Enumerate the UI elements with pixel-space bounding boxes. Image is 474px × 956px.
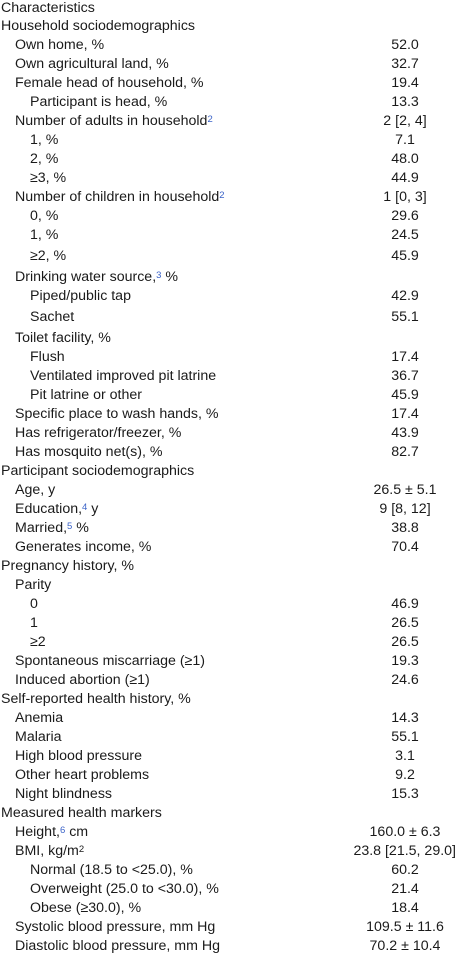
row-label-suffix: cm	[65, 824, 89, 840]
row-label	[0, 268, 354, 287]
row-label	[0, 652, 354, 671]
section-heading-row	[0, 462, 474, 481]
row-value: 24.6	[391, 672, 419, 688]
row-label-text: Number of adults in household	[15, 113, 208, 129]
row-label	[0, 386, 354, 405]
row-value: 26.5 ± 5.1	[373, 482, 437, 498]
row-value: 2 [2, 4]	[383, 113, 427, 129]
row-value: 15.3	[391, 786, 419, 802]
row-label-text: Toilet facility, %	[15, 330, 111, 346]
row-label	[0, 576, 354, 595]
row-label-text: Household sociodemographics	[1, 18, 196, 34]
row-label	[0, 424, 354, 443]
table-row	[0, 245, 474, 268]
row-label	[0, 785, 354, 804]
row-label	[0, 918, 354, 937]
row-value: 55.1	[391, 309, 419, 325]
row-label	[0, 519, 354, 538]
row-label	[0, 728, 354, 747]
row-label-text: Own agricultural land, %	[15, 56, 169, 72]
table-row	[0, 131, 474, 150]
table-row	[0, 899, 474, 918]
table-row	[0, 671, 474, 690]
row-label-text: Drinking water source,	[15, 269, 157, 285]
row-label-suffix: %	[161, 269, 179, 285]
row-label	[0, 0, 354, 17]
row-value: 3.1	[395, 748, 415, 764]
footnote-ref-link[interactable]: 2	[219, 190, 225, 201]
superscript: 2	[78, 844, 85, 855]
row-value: 9 [8, 12]	[379, 501, 431, 517]
section-heading-row	[0, 690, 474, 709]
row-value: 48.0	[391, 151, 419, 167]
row-value: 19.4	[391, 75, 419, 91]
row-label-text: High blood pressure	[15, 748, 142, 764]
row-value: 17.4	[391, 406, 419, 422]
row-label-text: Malaria	[15, 729, 62, 745]
table-row	[0, 481, 474, 500]
row-label-text: Spontaneous miscarriage (≥1)	[15, 653, 205, 669]
row-label	[0, 709, 354, 728]
row-value: 21.4	[391, 881, 419, 897]
row-label	[0, 899, 354, 918]
row-label	[0, 747, 354, 766]
row-label	[0, 538, 354, 557]
table-row	[0, 880, 474, 899]
footnote-ref-link[interactable]: 3	[156, 270, 162, 281]
row-value: 109.5 ± 11.6	[366, 919, 444, 935]
row-label	[0, 287, 354, 306]
row-label	[0, 226, 354, 245]
row-value: 43.9	[391, 425, 419, 441]
row-label	[0, 17, 354, 36]
row-label	[0, 481, 354, 500]
table-row	[0, 823, 474, 842]
row-label	[0, 245, 354, 268]
row-label	[0, 804, 354, 823]
table-row	[0, 55, 474, 74]
row-value: 24.5	[391, 227, 419, 243]
table-row	[0, 329, 474, 348]
row-label-text: 1	[30, 615, 38, 631]
table-row	[0, 348, 474, 367]
row-value: 36.7	[391, 368, 419, 384]
row-label	[0, 500, 354, 519]
row-label	[0, 169, 354, 188]
row-label-text: Own home, %	[15, 37, 105, 53]
row-label	[0, 367, 354, 386]
row-label	[0, 150, 354, 169]
row-label	[0, 74, 354, 93]
table-row	[0, 207, 474, 226]
row-label-text: Participant is head, %	[30, 94, 168, 110]
row-label	[0, 462, 354, 481]
row-value: 70.4	[391, 539, 419, 555]
row-label-text: Self-reported health history, %	[1, 691, 191, 707]
row-label-text: Pregnancy history, %	[1, 558, 134, 574]
row-value: 82.7	[391, 444, 419, 460]
row-label	[0, 131, 354, 150]
table-row	[0, 576, 474, 595]
row-value: 29.6	[391, 208, 419, 224]
table-row	[0, 766, 474, 785]
row-label-text: Pit latrine or other	[30, 387, 142, 403]
table-row	[0, 226, 474, 245]
table-row	[0, 386, 474, 405]
row-label	[0, 842, 353, 861]
row-label-text: Married,	[15, 520, 68, 536]
row-label	[0, 306, 354, 329]
row-label-text: 0, %	[30, 208, 59, 224]
row-label-text: Education,	[15, 501, 83, 517]
table-row	[0, 169, 474, 188]
row-label-text: Characteristics	[1, 0, 95, 16]
row-label-suffix: %	[72, 520, 89, 536]
row-label-suffix: y	[87, 501, 99, 517]
row-value: 18.4	[391, 900, 419, 916]
row-value: 160.0 ± 6.3	[369, 824, 441, 840]
table-row	[0, 861, 474, 880]
row-label-text: Female head of household, %	[15, 75, 204, 91]
table-row	[0, 633, 474, 652]
row-label	[0, 329, 354, 348]
table-row	[0, 93, 474, 112]
row-label-text: Has refrigerator/freezer, %	[15, 425, 182, 441]
row-label	[0, 614, 354, 633]
row-label-text: 1, %	[30, 132, 59, 148]
row-label-text: Induced abortion (≥1)	[15, 672, 150, 688]
row-label	[0, 36, 354, 55]
row-value: 42.9	[391, 288, 419, 304]
row-label-text: ≥3, %	[30, 170, 67, 186]
row-value: 60.2	[391, 862, 419, 878]
row-value: 9.2	[395, 767, 415, 783]
table-row	[0, 112, 474, 131]
row-value: 1 [0, 3]	[383, 189, 427, 205]
table-row	[0, 614, 474, 633]
row-label	[0, 93, 354, 112]
table-row	[0, 287, 474, 306]
row-label-text: Generates income, %	[15, 539, 152, 555]
table-row	[0, 306, 474, 329]
row-label	[0, 348, 354, 367]
footnote-ref-link[interactable]: 2	[207, 114, 213, 125]
row-label-text: ≥2	[30, 634, 46, 650]
table-row	[0, 519, 474, 538]
table-row	[0, 747, 474, 766]
row-label	[0, 595, 354, 614]
table-row	[0, 405, 474, 424]
table-row	[0, 74, 474, 93]
row-value: 38.8	[391, 520, 419, 536]
row-value: 23.8 [21.5, 29.0]	[353, 843, 456, 859]
row-label	[0, 861, 354, 880]
row-value: 17.4	[391, 349, 419, 365]
table-row	[0, 538, 474, 557]
table-row	[0, 367, 474, 386]
row-label	[0, 207, 354, 226]
row-value: 55.1	[391, 729, 419, 745]
row-label	[0, 633, 354, 652]
row-value: 70.2 ± 10.4	[369, 938, 441, 954]
row-label	[0, 937, 354, 956]
row-value: 26.5	[391, 634, 419, 650]
table-row	[0, 728, 474, 747]
row-value: 45.9	[391, 387, 419, 403]
row-label-text: Systolic blood pressure, mm Hg	[15, 919, 216, 935]
footnote-ref-link[interactable]: 4	[82, 502, 88, 513]
row-label	[0, 690, 354, 709]
table-row	[0, 652, 474, 671]
table-row	[0, 785, 474, 804]
table-row	[0, 268, 474, 287]
table-row	[0, 937, 474, 956]
row-label	[0, 766, 354, 785]
row-label-text: 1, %	[30, 227, 59, 243]
table-row	[0, 188, 474, 207]
row-label-text: Ventilated improved pit latrine	[30, 368, 217, 384]
row-value: 44.9	[391, 170, 419, 186]
row-label	[0, 823, 354, 842]
table-row	[0, 36, 474, 55]
row-label-text: Number of children in household	[15, 189, 220, 205]
row-label-text: BMI, kg/m	[15, 843, 79, 859]
section-heading-row	[0, 17, 474, 36]
row-label-text: Has mosquito net(s), %	[15, 444, 163, 460]
row-label-text: Other heart problems	[15, 767, 150, 783]
row-label-text: 0	[30, 596, 38, 612]
row-label-text: 2, %	[30, 151, 59, 167]
table-row	[0, 443, 474, 462]
row-label	[0, 557, 354, 576]
row-label-text: Flush	[30, 349, 65, 365]
row-label-text: Night blindness	[15, 786, 113, 802]
row-label	[0, 671, 354, 690]
row-label-text: ≥2, %	[30, 248, 67, 264]
section-heading-row	[0, 0, 474, 17]
row-value: 46.9	[391, 596, 419, 612]
row-label-text: Sachet	[30, 309, 75, 325]
section-heading-row	[0, 557, 474, 576]
row-value: 45.9	[391, 248, 419, 264]
row-label-text: Participant sociodemographics	[1, 463, 195, 479]
row-value: 7.1	[395, 132, 415, 148]
table-row	[0, 424, 474, 443]
row-label-text: Piped/public tap	[30, 288, 131, 304]
row-label-text: Specific place to wash hands, %	[15, 406, 219, 422]
row-label-text: Anemia	[15, 710, 64, 726]
row-value: 52.0	[391, 37, 419, 53]
table-row	[0, 150, 474, 169]
row-value: 14.3	[391, 710, 419, 726]
row-label	[0, 55, 354, 74]
row-value: 26.5	[391, 615, 419, 631]
row-label-text: Overweight (25.0 to <30.0), %	[30, 881, 219, 897]
row-label	[0, 112, 354, 131]
row-label-text: Normal (18.5 to <25.0), %	[30, 862, 193, 878]
table-row	[0, 918, 474, 937]
footnote-ref-link[interactable]: 5	[67, 521, 73, 532]
table-row	[0, 595, 474, 614]
footnote-ref-link[interactable]: 6	[59, 825, 66, 836]
row-label-text: Parity	[15, 577, 52, 593]
row-value: 13.3	[391, 94, 419, 110]
row-value: 19.3	[391, 653, 419, 669]
row-label-text: Diastolic blood pressure, mm Hg	[15, 938, 221, 954]
table-row	[0, 842, 474, 861]
table-row	[0, 709, 474, 728]
row-label	[0, 443, 354, 462]
row-label-text: Measured health markers	[1, 805, 162, 821]
row-label-text: Obese (≥30.0), %	[30, 900, 142, 916]
row-label	[0, 880, 354, 899]
row-label	[0, 405, 354, 424]
row-label-text: Height,	[15, 824, 60, 840]
section-heading-row	[0, 804, 474, 823]
row-label-text: Age, y	[15, 482, 56, 498]
row-label	[0, 188, 354, 207]
row-value: 32.7	[391, 56, 419, 72]
table-row	[0, 500, 474, 519]
